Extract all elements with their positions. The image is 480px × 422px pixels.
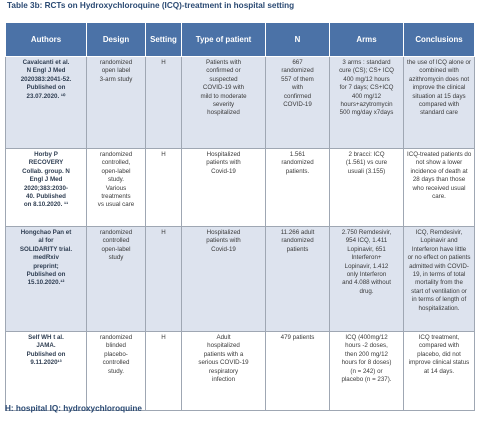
- cell-line: Lopinavir and: [420, 237, 458, 245]
- cell-line: 500 mg/day x7days: [339, 109, 394, 117]
- cell-line: 11.266 adult: [280, 229, 315, 236]
- cell-conclusions: [404, 57, 475, 149]
- cell-arms: [330, 57, 404, 149]
- cell-line: 2020383:2041-52.: [20, 75, 72, 83]
- cell-line: al for: [38, 237, 54, 245]
- cell-line: azithromycin does not: [408, 75, 470, 83]
- cell-line: Published on: [26, 350, 66, 358]
- cell-line: Covid-19: [211, 167, 236, 175]
- cell-line: 479 patients: [280, 334, 315, 341]
- cell-line: Hospitalized: [206, 229, 241, 236]
- table-body: [6, 57, 475, 411]
- header-setting: Setting: [146, 23, 182, 57]
- cell-line: combined with: [419, 67, 459, 75]
- cell-line: 2020;383:2030-: [23, 184, 69, 192]
- cell-line: patients: [286, 245, 309, 253]
- cell-line: serious COVID-19: [198, 359, 249, 367]
- table-row: [6, 332, 475, 411]
- cell-line: not show a lower: [415, 159, 463, 167]
- cell-authors: [6, 332, 87, 411]
- cell-line: and 4.088 without: [342, 279, 391, 287]
- cell-line: study.: [107, 176, 125, 184]
- cell-authors: [6, 227, 87, 332]
- cell-line: hospitalization.: [418, 304, 460, 312]
- cell-line: at 14 days.: [423, 367, 455, 375]
- cell-setting: H: [146, 149, 182, 227]
- cell-line: JAMA.: [36, 342, 56, 350]
- cell-n: [266, 149, 330, 227]
- cell-line: placebo-: [104, 350, 128, 358]
- cell-line: only Interferon: [346, 271, 387, 279]
- cell-line: Collab. group. N: [22, 167, 70, 175]
- cell-line: blinded: [106, 342, 126, 350]
- cell-line: drug.: [359, 287, 374, 295]
- cell-line: randomized: [99, 151, 133, 158]
- cell-line: Lopinavir, 651: [347, 245, 386, 253]
- cell-line: ICQ, Remdesivir,: [415, 229, 463, 236]
- cell-line: study: [108, 254, 124, 262]
- cell-arms: [330, 332, 404, 411]
- cell-line: controlled: [102, 237, 130, 245]
- cell-line: Published on: [26, 84, 66, 92]
- cell-line: Published on: [26, 271, 66, 279]
- cell-line: mild to moderate: [200, 92, 247, 100]
- cell-line: 557 of them: [281, 75, 314, 83]
- cell-line: (n = 242) or: [350, 367, 383, 375]
- cell-line: improve clinical status: [408, 359, 470, 367]
- cell-line: hospitalized: [207, 109, 240, 117]
- cell-line: treatments: [101, 193, 131, 201]
- cell-arms: [330, 227, 404, 332]
- cell-line: Cavalcanti et al.: [22, 59, 70, 66]
- cell-n: [266, 332, 330, 411]
- cell-line: patients with: [206, 237, 241, 245]
- cell-line: Self WH t al.: [28, 334, 64, 341]
- cell-line: Various: [105, 184, 127, 192]
- cell-line: mortality from the: [415, 279, 463, 287]
- cell-line: preprint;: [33, 262, 59, 270]
- cell-line: Engl J Med: [29, 176, 63, 184]
- cell-line: 400 mg/12: [351, 92, 382, 100]
- cell-line: in terms of length of: [411, 296, 467, 304]
- cell-design: [87, 332, 146, 411]
- cell-arms: [330, 149, 404, 227]
- cell-line: confirmed or: [206, 67, 241, 75]
- header-row: [6, 23, 475, 57]
- cell-line: infection: [211, 376, 236, 384]
- cell-line: (1.561) vs cure: [345, 159, 388, 167]
- header-design: Design: [87, 23, 146, 57]
- cell-design: [87, 57, 146, 149]
- cell-line: N Engl J Med: [26, 67, 66, 75]
- cell-line: ICQ treatment,: [418, 334, 460, 341]
- cell-line: randomized: [281, 159, 314, 167]
- cell-line: Adult: [216, 334, 231, 341]
- rct-table: [5, 22, 475, 411]
- cell-line: 3-arm study: [99, 75, 133, 83]
- cell-line: Patients with: [205, 59, 242, 66]
- cell-authors: [6, 57, 87, 149]
- cell-line: patients with: [206, 159, 241, 167]
- cell-line: 400 mg/12 hours: [343, 75, 390, 83]
- footnote: H: hospital IQ: hydroxychloroquine: [5, 404, 142, 413]
- cell-line: Lopinavir, 1.412: [344, 262, 389, 270]
- cell-line: incidence of death at: [410, 167, 468, 175]
- cell-line: controlled,: [101, 159, 131, 167]
- cell-line: respiratory: [208, 367, 239, 375]
- cell-line: with: [291, 84, 303, 92]
- cell-line: compared with: [418, 101, 460, 109]
- table-row: [6, 57, 475, 149]
- header-n: N: [266, 23, 330, 57]
- cell-n: [266, 227, 330, 332]
- cell-line: hours+azytromycin: [340, 101, 393, 109]
- cell-line: 667: [292, 59, 303, 66]
- cell-line: Horby P: [34, 151, 58, 158]
- cell-line: Hospitalized: [206, 151, 241, 158]
- cell-line: admitted with COVID-: [409, 262, 469, 270]
- cell-line: start of ventilation or: [411, 287, 467, 295]
- cell-line: who received usual: [412, 184, 466, 192]
- cell-line: COVID-19: [283, 101, 312, 109]
- cell-conclusions: [404, 149, 475, 227]
- cell-line: care.: [432, 193, 446, 201]
- cell-line: 3 arms : standard: [342, 59, 391, 66]
- cell-authors: [6, 149, 87, 227]
- cell-line: randomized: [281, 237, 314, 245]
- cell-line: patients with a: [203, 350, 244, 358]
- cell-line: 19, in terms of total: [412, 271, 466, 279]
- cell-line: patients.: [285, 167, 310, 175]
- cell-line: ICQ (400mg/12: [345, 334, 388, 341]
- cell-line: 40. Published: [26, 193, 66, 201]
- cell-line: COVID-19 with: [202, 84, 245, 92]
- cell-conclusions: [404, 227, 475, 332]
- cell-line: severity: [212, 101, 235, 109]
- cell-n: [266, 57, 330, 149]
- cell-line: randomized: [281, 67, 314, 75]
- cell-line: ICQ-treated patients do: [407, 151, 472, 158]
- cell-line: improve the clinical: [412, 84, 466, 92]
- cell-conclusions: [404, 332, 475, 411]
- cell-line: vs usual care: [97, 201, 135, 209]
- cell-type-of-patient: [182, 227, 266, 332]
- cell-type-of-patient: [182, 332, 266, 411]
- cell-line: 2 bracci: ICQ: [348, 151, 385, 158]
- cell-type-of-patient: [182, 57, 266, 149]
- cell-line: controlled: [102, 359, 130, 367]
- cell-line: hours for 8 doses): [341, 359, 392, 367]
- table-row: [6, 227, 475, 332]
- cell-line: hospitalized: [207, 342, 240, 350]
- cell-line: Covid-19: [211, 245, 236, 253]
- cell-line: medRxiv: [33, 254, 59, 262]
- cell-line: usuali (3.155): [347, 167, 386, 175]
- cell-line: 9.11.2020¹³: [30, 359, 62, 367]
- cell-line: 1.561: [289, 151, 306, 158]
- cell-line: 15.10.2020.¹²: [27, 279, 65, 287]
- cell-line: the use of ICQ alone or: [407, 59, 471, 66]
- cell-line: study.: [107, 367, 125, 375]
- cell-line: randomized: [99, 334, 133, 341]
- cell-line: suspected: [209, 75, 238, 83]
- cell-line: 954 ICQ, 1.411: [345, 237, 388, 245]
- cell-setting: H: [146, 332, 182, 411]
- cell-line: Interferon have little: [411, 245, 467, 253]
- cell-line: open-label: [101, 245, 131, 253]
- cell-line: placebo (n = 237).: [341, 376, 392, 384]
- cell-line: for 7 days; CS+ICQ: [339, 84, 394, 92]
- cell-line: standard care: [420, 109, 458, 117]
- header-arms: Arms: [330, 23, 404, 57]
- cell-line: 28 days than those: [412, 176, 466, 184]
- cell-line: Interferon+: [351, 254, 382, 262]
- cell-type-of-patient: [182, 149, 266, 227]
- cell-line: SOLIDARITY trial.: [19, 245, 73, 253]
- table-title: Table 3b: RCTs on Hydroxychloroquine (ICQ)-treatment in hospital setting: [7, 1, 295, 10]
- cell-line: compared with: [418, 342, 460, 350]
- header-authors: Authors: [6, 23, 87, 57]
- cell-setting: H: [146, 57, 182, 149]
- header-conclusions: Conclusions: [404, 23, 475, 57]
- cell-setting: H: [146, 227, 182, 332]
- table-row: [6, 149, 475, 227]
- cell-line: placebo, did not: [417, 350, 461, 358]
- cell-line: 23.07.2020. ¹⁰: [26, 92, 66, 100]
- cell-line: confirmed: [283, 92, 312, 100]
- cell-line: open label: [101, 67, 131, 75]
- cell-line: situation at 15 days: [412, 92, 466, 100]
- cell-line: 2.750 Remdesivir,: [341, 229, 392, 236]
- cell-line: hours -2 doses,: [345, 342, 388, 350]
- cell-line: then 200 mg/12: [344, 350, 388, 358]
- cell-design: [87, 227, 146, 332]
- cell-design: [87, 149, 146, 227]
- header-type-of-patient: Type of patient: [182, 23, 266, 57]
- cell-line: randomized: [99, 229, 133, 236]
- cell-line: randomized: [99, 59, 133, 66]
- cell-line: cure (CS); CS+ ICQ: [339, 67, 394, 75]
- cell-line: Hongchao Pan et: [20, 229, 72, 236]
- cell-line: open-label: [101, 167, 131, 175]
- cell-line: or no effect on patients: [407, 254, 471, 262]
- cell-line: RECOVERY: [28, 159, 64, 167]
- cell-line: on 8.10.2020. ¹¹: [23, 201, 69, 209]
